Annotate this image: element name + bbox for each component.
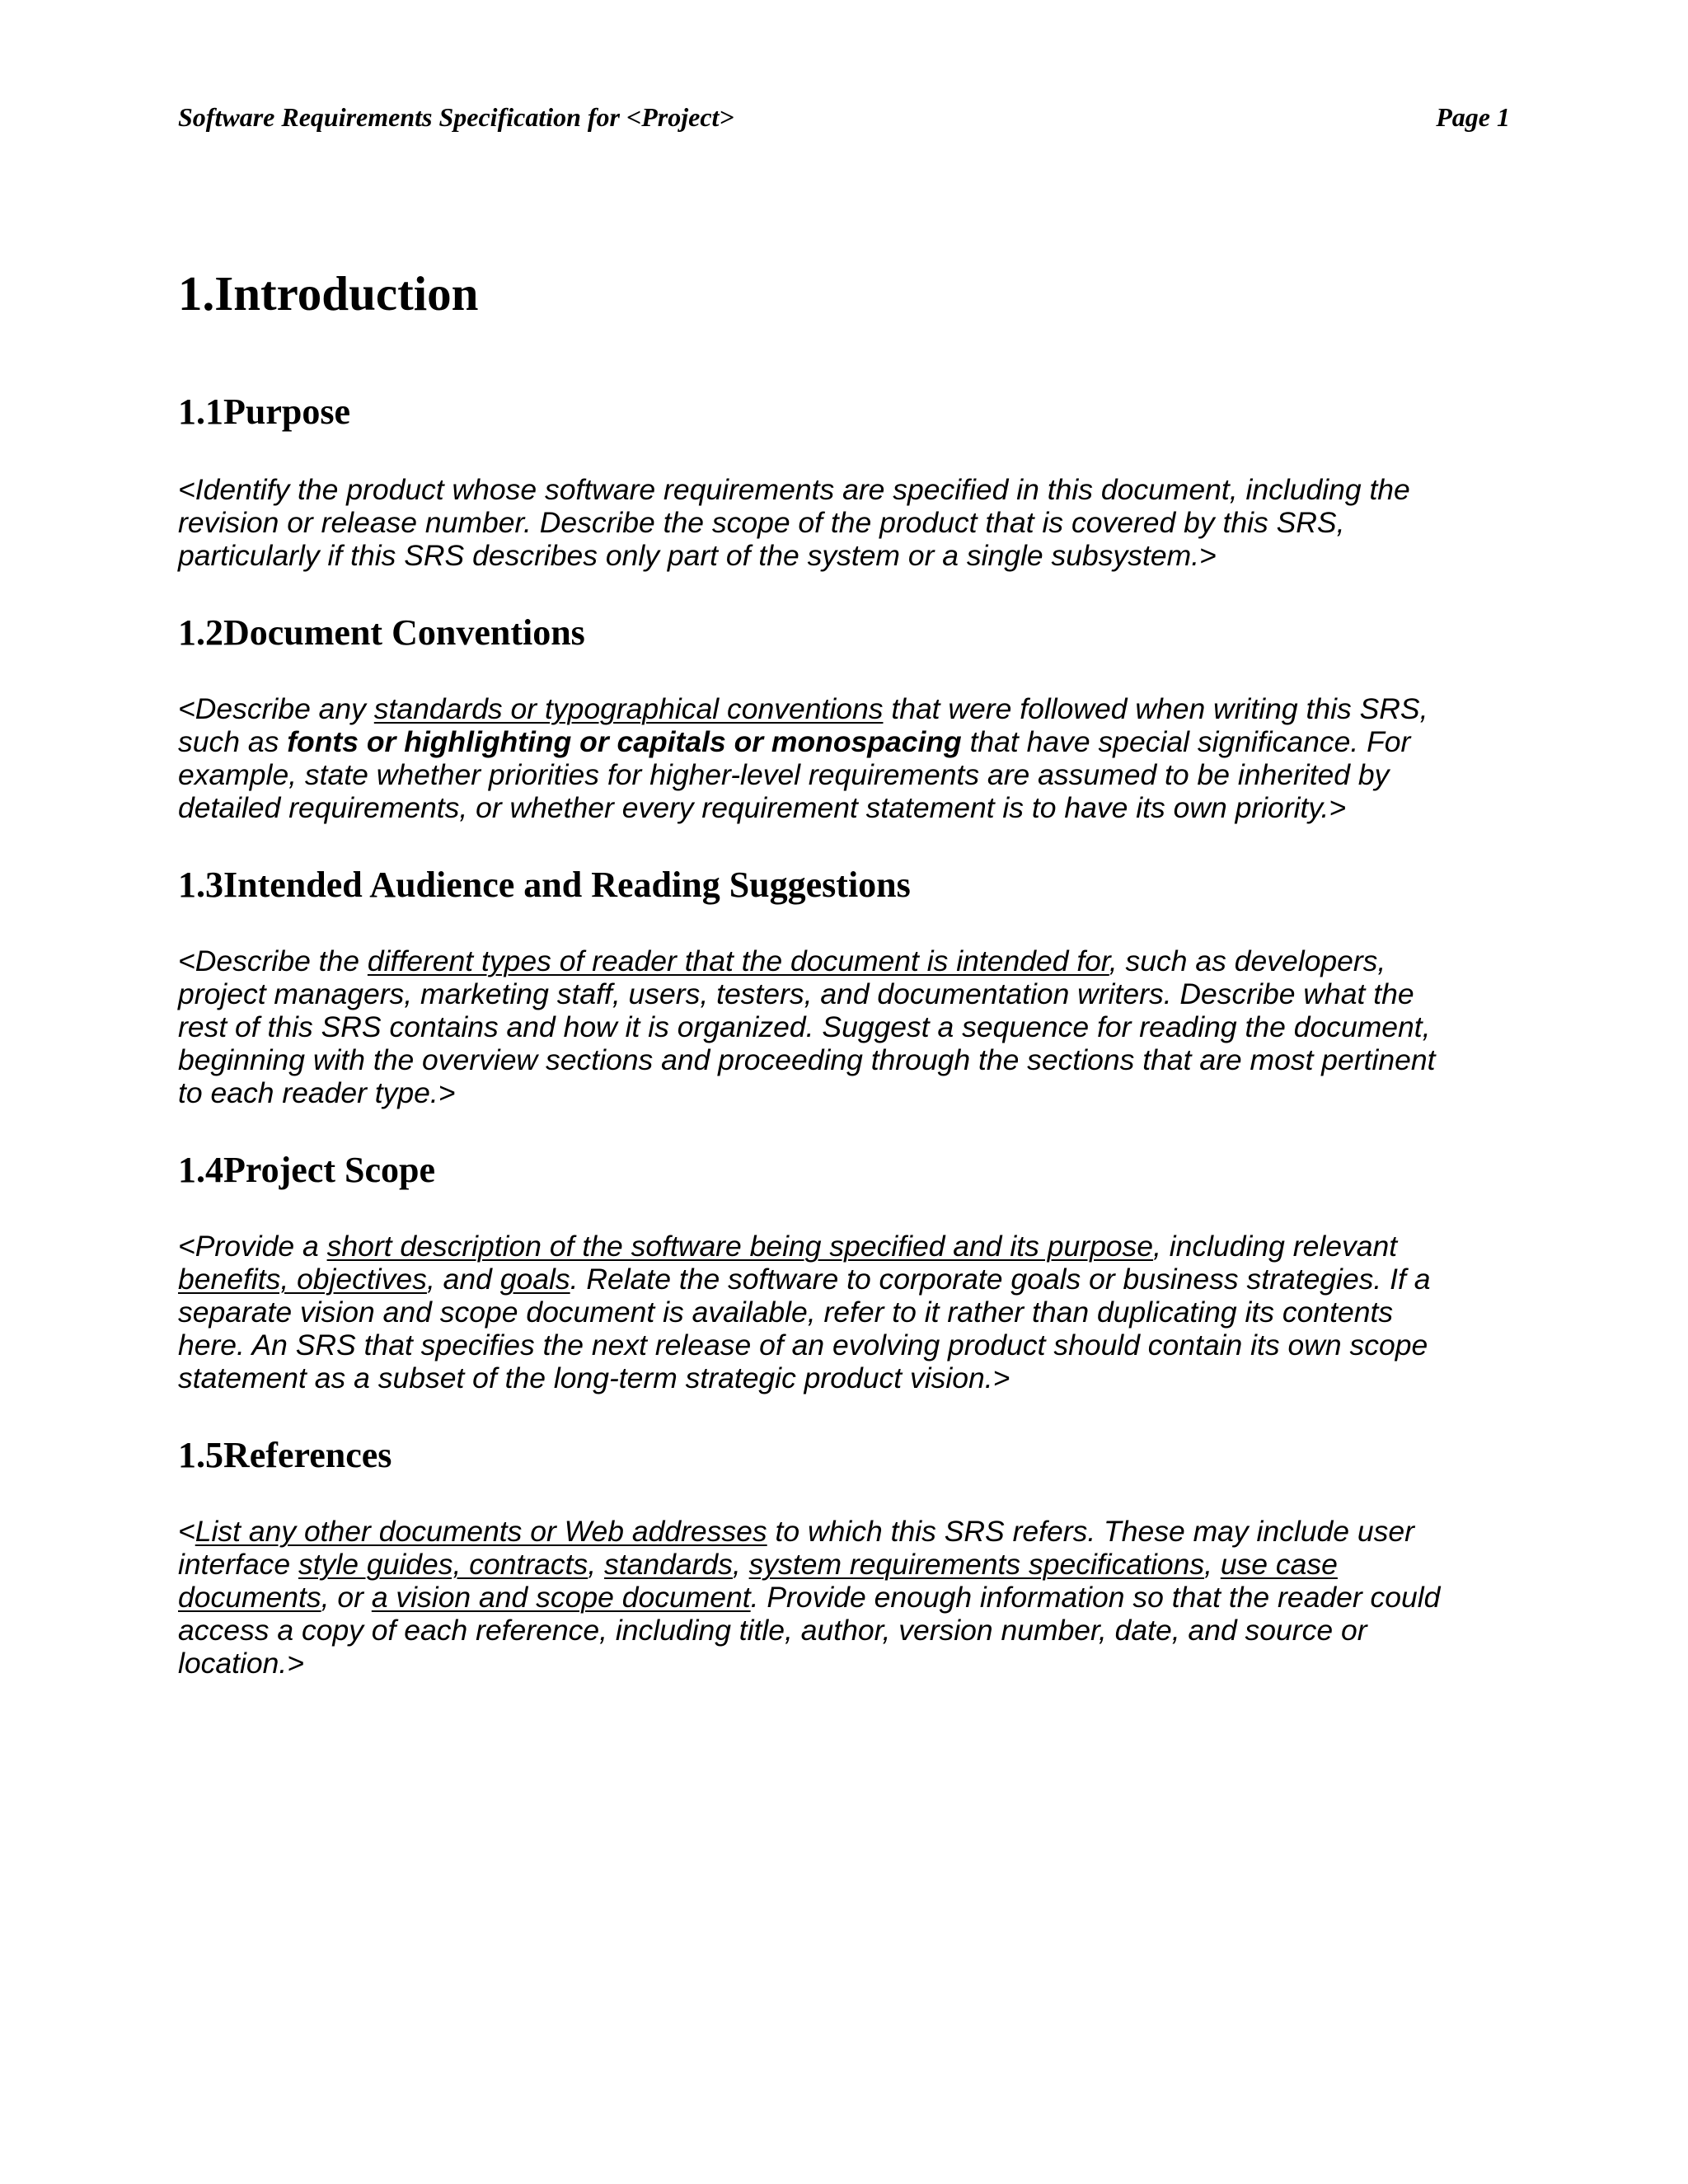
body-line: interface style guides, contracts, standards, system requirements specifications, use case [178, 1548, 1338, 1581]
body-line: detailed requirements, or whether every requirement statement is to have its own priority.> [178, 791, 1347, 824]
body-line: example, state whether priorities for higher-level requirements are assumed to be inherited by [178, 758, 1390, 791]
section-heading-purpose: 1.1Purpose [178, 391, 350, 432]
body-line: documents, or a vision and scope document. Provide enough information so that the reader could [178, 1581, 1441, 1614]
section-body-intended-audience [178, 944, 1513, 1109]
body-line: beginning with the overview sections and proceeding through the sections that are most pertinent [178, 1043, 1436, 1076]
underlined-phrase: standards or typographical conventions [373, 692, 884, 725]
underlined-phrase: documents [178, 1581, 321, 1614]
body-line: statement as a subset of the long-term strategic product vision.> [178, 1361, 1010, 1394]
underlined-phrase: benefits, objectives [178, 1263, 427, 1296]
section-heading-intended-audience: 1.3Intended Audience and Reading Suggestions [178, 865, 911, 905]
body-line: location.> [178, 1647, 304, 1680]
body-line: separate vision and scope document is available, refer to it rather than duplicating its contents [178, 1296, 1394, 1329]
body-line: revision or release number. Describe the scope of the product that is covered by this SRS, [178, 506, 1345, 539]
body-line: <Provide a short description of the software being specified and its purpose, including relevant [178, 1230, 1398, 1263]
section-body-project-scope [178, 1230, 1513, 1394]
underlined-phrase: use case [1220, 1548, 1338, 1581]
underlined-phrase: goals [499, 1263, 570, 1296]
underlined-phrase: List any other documents or Web addresses [195, 1515, 767, 1548]
body-line: such as fonts or highlighting or capitals or monospacing that have special significance. For [178, 725, 1411, 758]
body-line: <Identify the product whose software requirements are specified in this document, including the [178, 473, 1410, 506]
underlined-phrase: style guides, contracts [298, 1548, 588, 1581]
section-body-document-conventions [178, 692, 1513, 824]
body-line: project managers, marketing staff, users, testers, and documentation writers. Describe what the [178, 977, 1414, 1010]
body-line: rest of this SRS contains and how it is organized. Suggest a sequence for reading the document, [178, 1010, 1431, 1043]
section-heading-document-conventions: 1.2Document Conventions [178, 612, 585, 653]
header-document-title: Software Requirements Specification for <Project> [178, 102, 734, 132]
underlined-phrase: a vision and scope document [371, 1581, 751, 1614]
underlined-phrase: system requirements specifications [748, 1548, 1205, 1581]
body-line: to each reader type.> [178, 1076, 456, 1109]
body-line: <Describe the different types of reader that the document is intended for, such as developers, [178, 944, 1386, 977]
header-page-number: Page 1 [1436, 102, 1510, 132]
body-line: <Describe any standards or typographical conventions that were followed when writing this SRS, [178, 692, 1428, 725]
chapter-title: 1.Introduction [178, 266, 479, 321]
underlined-phrase: different types of reader that the document is intended for [367, 944, 1109, 977]
section-heading-project-scope: 1.4Project Scope [178, 1150, 435, 1190]
underlined-phrase: standards [604, 1548, 733, 1581]
body-line: particularly if this SRS describes only part of the system or a single subsystem.> [178, 539, 1217, 572]
body-line: access a copy of each reference, including title, author, version number, date, and source or [178, 1614, 1367, 1647]
bold-phrase: fonts or highlighting or capitals or monospacing [287, 725, 962, 758]
section-body-purpose [178, 473, 1513, 572]
body-line: <List any other documents or Web addresses to which this SRS refers. These may include user [178, 1515, 1414, 1548]
section-body-references [178, 1515, 1513, 1680]
section-heading-references: 1.5References [178, 1435, 392, 1475]
running-header [178, 99, 1510, 135]
body-line: here. An SRS that specifies the next release of an evolving product should contain its own scope [178, 1329, 1428, 1361]
body-line: benefits, objectives, and goals. Relate the software to corporate goals or business strategies. If a [178, 1263, 1431, 1296]
underlined-phrase: short description of the software being specified and its purpose [326, 1230, 1154, 1263]
